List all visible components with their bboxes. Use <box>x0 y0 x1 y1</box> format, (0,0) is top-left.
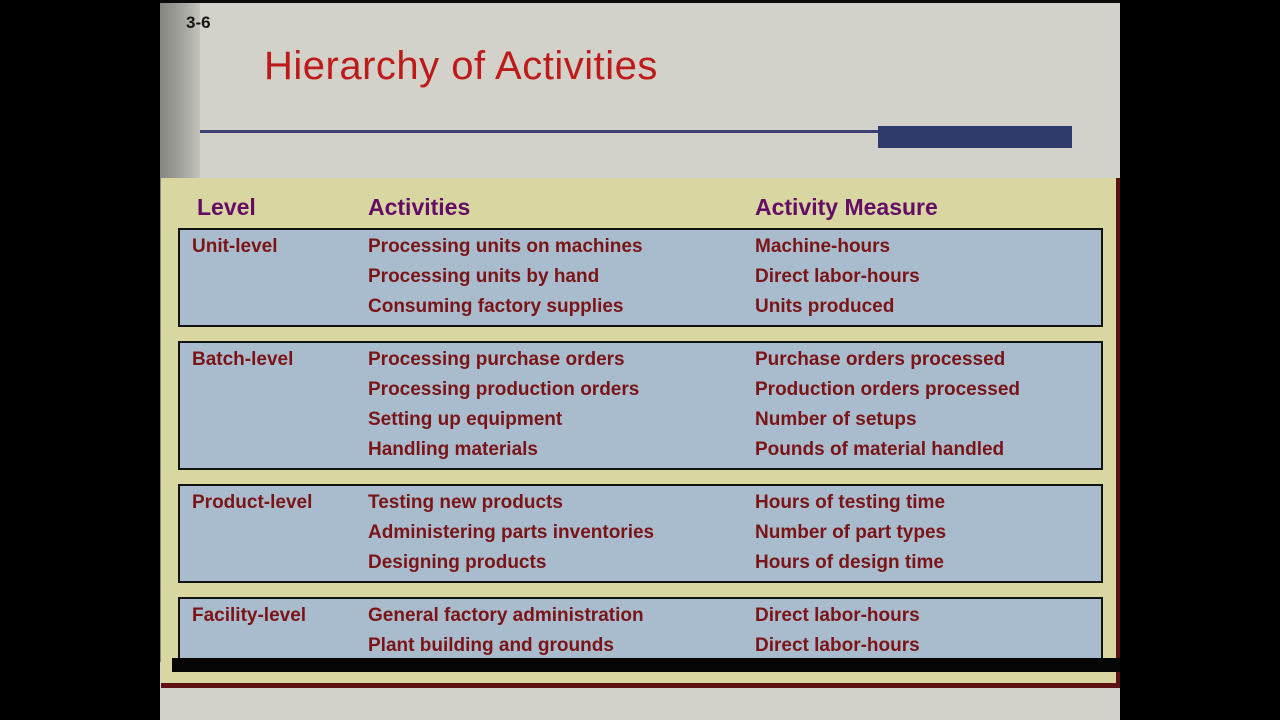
activity-cell: Plant building and grounds <box>368 635 614 656</box>
level-cell <box>180 518 368 548</box>
activity-cell: Testing new products <box>368 492 563 513</box>
table-row <box>180 405 1101 435</box>
activity-cell: Handling materials <box>368 439 538 460</box>
table-row <box>180 435 1101 465</box>
activity-cell: Processing units on machines <box>368 236 643 257</box>
table-row <box>180 375 1101 405</box>
table-row <box>180 548 1101 578</box>
activity-cell: Designing products <box>368 552 547 573</box>
level-cell <box>180 375 368 405</box>
table-row <box>180 631 1101 661</box>
activity-cell: Consuming factory supplies <box>368 296 624 317</box>
measure-cell: Hours of design time <box>755 552 944 573</box>
table-drop-shadow <box>172 658 1120 672</box>
measure-cell: Production orders processed <box>755 379 1021 400</box>
measure-cell: Machine-hours <box>755 236 891 257</box>
table-row <box>180 345 1101 375</box>
measure-cell: Purchase orders processed <box>755 349 1006 370</box>
measure-cell: Pounds of material handled <box>755 439 1005 460</box>
table-row <box>180 232 1101 262</box>
measure-cell: Hours of testing time <box>755 492 946 513</box>
measure-cell: Units produced <box>755 296 895 317</box>
table-header-row <box>161 178 1116 228</box>
level-group-box <box>178 597 1103 666</box>
level-group-box <box>178 484 1103 583</box>
measure-cell: Number of part types <box>755 522 947 543</box>
level-cell <box>180 631 368 661</box>
level-cell <box>180 435 368 465</box>
level-cell: Facility-level <box>192 605 307 626</box>
column-header-level: Level <box>197 194 256 220</box>
level-cell <box>180 548 368 578</box>
page-title: Hierarchy of Activities <box>264 44 658 88</box>
column-header-activities: Activities <box>368 194 471 220</box>
activity-cell: Setting up equipment <box>368 409 563 430</box>
table-row <box>180 518 1101 548</box>
activity-cell: Processing purchase orders <box>368 349 625 370</box>
activity-cell: Processing units by hand <box>368 266 600 287</box>
measure-cell: Direct labor-hours <box>755 605 920 626</box>
title-divider-accent-bar <box>878 126 1072 148</box>
measure-cell: Number of setups <box>755 409 917 430</box>
level-cell: Batch-level <box>192 349 294 370</box>
level-cell <box>180 292 368 322</box>
activity-cell: General factory administration <box>368 605 644 626</box>
activity-cell: Administering parts inventories <box>368 522 655 543</box>
slide-number: 3-6 <box>186 13 211 32</box>
level-cell <box>180 262 368 292</box>
table-row <box>180 292 1101 322</box>
activity-cell: Processing production orders <box>368 379 640 400</box>
table-row <box>180 488 1101 518</box>
activity-hierarchy-table <box>161 178 1120 688</box>
level-cell <box>180 405 368 435</box>
level-group-box <box>178 228 1103 327</box>
table-groups <box>161 228 1116 666</box>
measure-cell: Direct labor-hours <box>755 266 920 287</box>
column-header-activity-measure: Activity Measure <box>755 194 938 220</box>
table-row <box>180 601 1101 631</box>
measure-cell: Direct labor-hours <box>755 635 920 656</box>
level-cell: Product-level <box>192 492 313 513</box>
slide-top-edge <box>160 0 1120 3</box>
level-cell: Unit-level <box>192 236 278 257</box>
table-row <box>180 262 1101 292</box>
level-group-box <box>178 341 1103 470</box>
